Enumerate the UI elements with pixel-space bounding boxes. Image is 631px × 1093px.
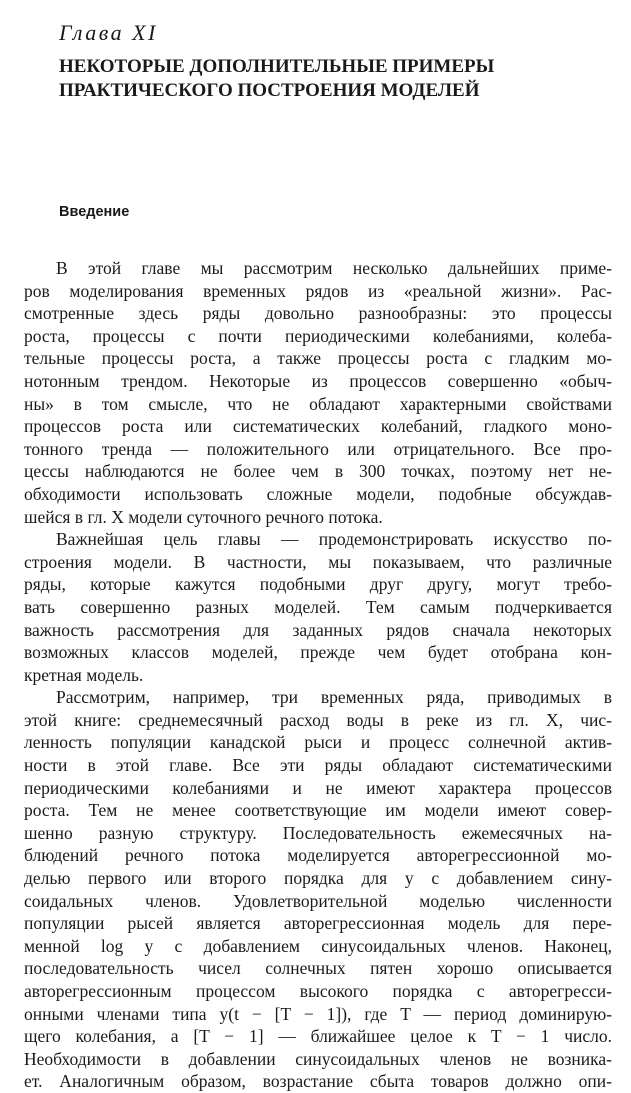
text-line: соидальных членов. Удовлетворительной моделью численности [24, 890, 612, 911]
text-line: смотренные здесь ряды довольно разнообразны: это процессы [24, 303, 612, 324]
text-line: менной log y с добавлением синусоидальных членов. Наконец, [24, 935, 612, 956]
text-line: тонного тренда — положительного или отрицательного. Все про- [24, 438, 612, 459]
chapter-title-line: НЕКОТОРЫЕ ДОПОЛНИТЕЛЬНЫЕ ПРИМЕРЫ [59, 56, 495, 77]
text-line: ленность популяции канадской рыси и процесс солнечной актив- [24, 732, 612, 753]
text-line: кретная модель. [24, 664, 144, 685]
text-line: ряды, которые кажутся подобными друг другу, могут требо- [24, 574, 612, 595]
chapter-label: Глава XI [59, 20, 158, 45]
text-line: популяции рысей является авторегрессионная модель для пере- [24, 913, 612, 934]
text-line: В этой главе мы рассмотрим несколько дальнейших приме- [56, 258, 612, 278]
text-line: блюдений речного потока моделируется авторегрессионной мо- [24, 845, 612, 866]
text-line: роста, процессы с почти периодическими колебаниями, колеба- [24, 325, 612, 346]
text-line: процессов роста или систематических колебаний, гладкого моно- [24, 416, 612, 437]
text-line: шейся в гл. X модели суточного речного потока. [24, 506, 383, 527]
text-line: последовательность чисел солнечных пятен хорошо описывается [24, 958, 612, 979]
body-text [24, 257, 612, 1093]
text-line: вать совершенно разных моделей. Тем самым подчеркивается [24, 596, 612, 617]
text-line: цессы наблюдаются не более чем в 300 точках, поэтому нет не- [24, 461, 612, 482]
text-line: строения модели. В частности, мы показываем, что различные [24, 551, 612, 572]
text-line: ны» в том смысле, что не обладают характерными свойствами [24, 393, 612, 414]
text-line: обходимости использовать сложные модели, подобные обсуждав- [24, 483, 612, 504]
text-line: тельные процессы роста, а также процессы роста с гладким мо- [24, 348, 612, 369]
text-line: шенно разную структуру. Последовательность ежемесячных на- [24, 822, 612, 843]
text-line: важность рассмотрения для заданных рядов сначала некоторых [24, 619, 612, 640]
text-line: ности в этой главе. Все эти ряды обладают систематическими [24, 755, 612, 776]
text-line: делью первого или второго порядка для y с добавлением сину- [24, 868, 612, 889]
chapter-title-line: ПРАКТИЧЕСКОГО ПОСТРОЕНИЯ МОДЕЛЕЙ [59, 80, 480, 101]
text-line: Необходимости в добавлении синусоидальных членов не возника- [24, 1048, 612, 1069]
text-line: онными членами типа y(t − [T − 1]), где T — период доминирую- [24, 1003, 612, 1024]
text-line: возможных классов моделей, прежде чем будет отобрана кон- [24, 642, 612, 663]
text-line: Важнейшая цель главы — продемонстрировать искусство по- [56, 529, 612, 550]
text-line: Рассмотрим, например, три временных ряда, приводимых в [56, 687, 612, 708]
section-heading: Введение [59, 204, 130, 220]
text-line: авторегрессионным процессом высокого порядка с авторегресси- [24, 981, 612, 1001]
text-line: щего колебания, а [T − 1] — ближайшее целое к T − 1 число. [24, 1026, 612, 1047]
text-line: ет. Аналогичным образом, возрастание сбыта товаров должно опи- [24, 1071, 612, 1092]
text-line: этой книге: среднемесячный расход воды в реке из гл. X, чис- [24, 709, 612, 730]
chapter-title [59, 55, 599, 103]
text-line: периодическими колебаниями и не имеют характера процессов [24, 777, 612, 798]
text-line: роста. Тем не менее соответствующие им модели имеют совер- [24, 800, 612, 821]
text-line: ров моделирования временных рядов из «реальной жизни». Рас- [24, 280, 612, 301]
text-line: нотонным трендом. Некоторые из процессов совершенно «обыч- [24, 370, 612, 391]
